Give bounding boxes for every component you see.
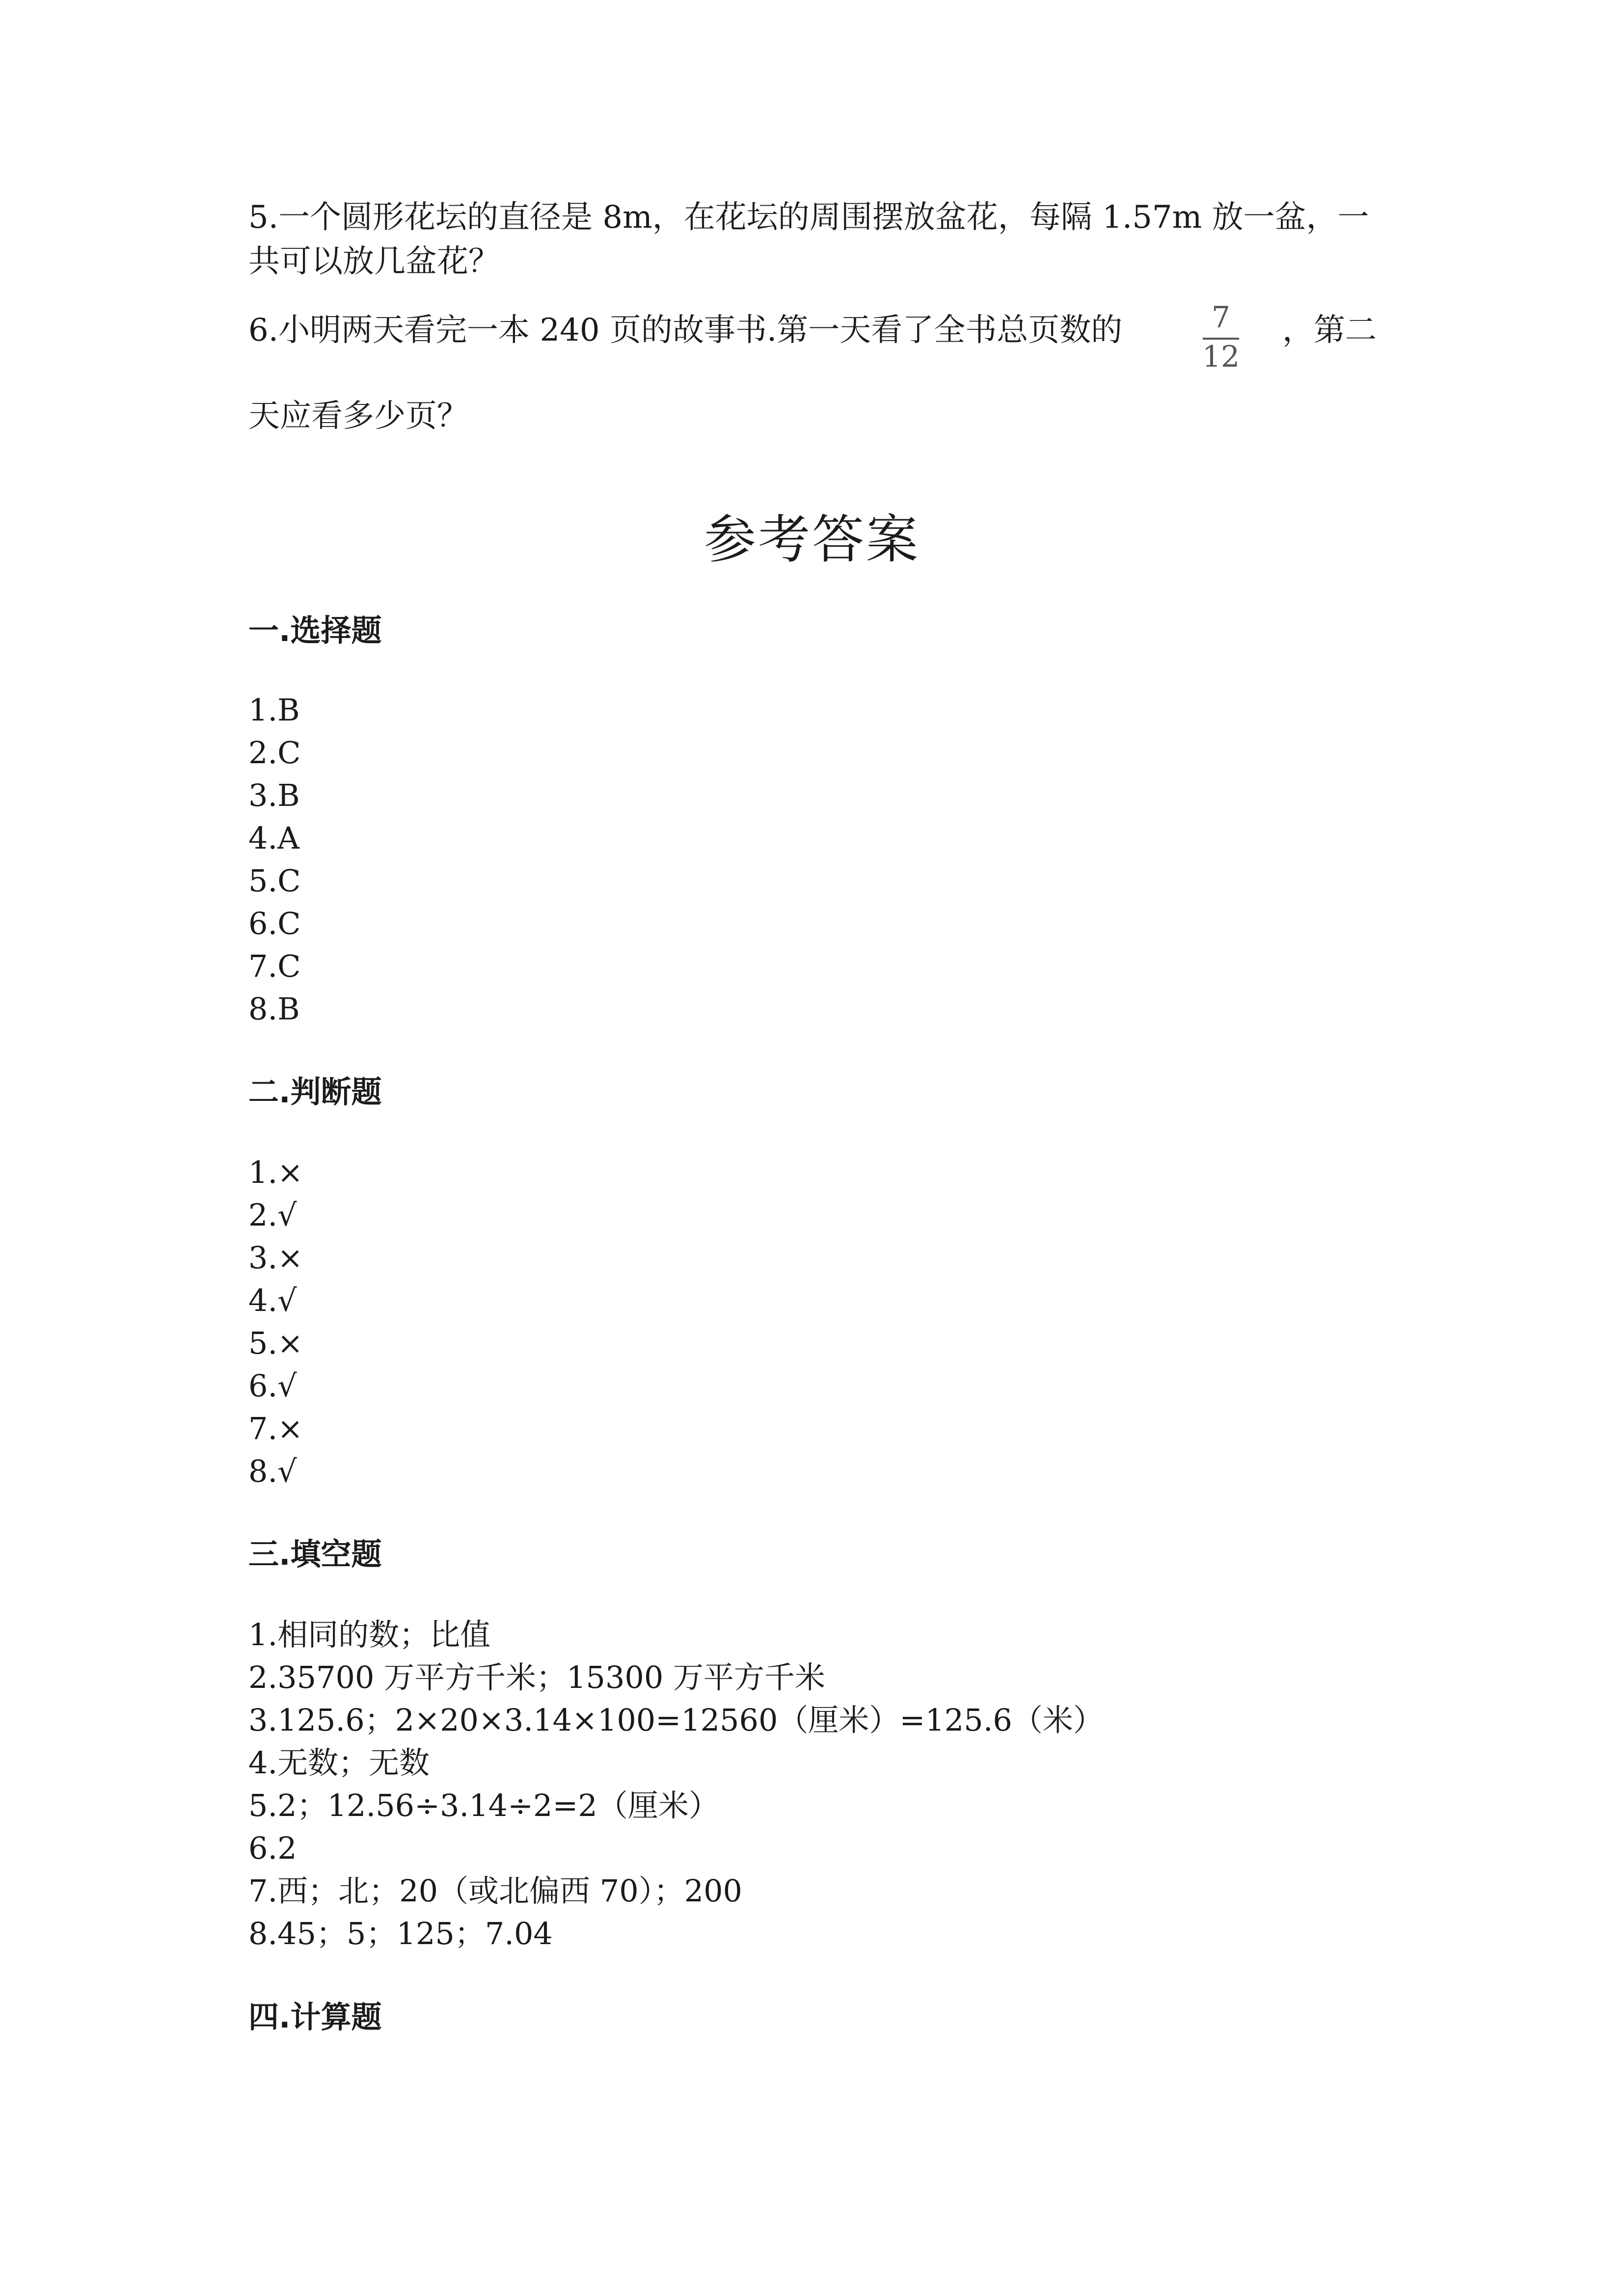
fill-answer-3: 3.125.6；2×20×3.14×100=12560（厘米）=125.6（米） (248, 1702, 1104, 1738)
question-5-line-1: 5.一个圆形花坛的直径是 8m，在花坛的周围摆放盆花，每隔 1.57m 放一盆，一 (248, 199, 1369, 236)
fill-answer-7: 7.西；北；20（或北偏西 70）；200 (248, 1873, 742, 1909)
fill-answer-6: 6.2 (248, 1830, 297, 1866)
choice-answer-8: 8.B (248, 991, 300, 1027)
judgment-answer-6: 6.√ (248, 1368, 297, 1404)
fraction-denominator: 12 (1202, 340, 1240, 374)
section-heading-calculation: 四.计算题 (248, 1999, 382, 2035)
fill-answer-8: 8.45；5；125；7.04 (248, 1916, 553, 1951)
section-heading-fill: 三.填空题 (248, 1536, 382, 1572)
judgment-answer-3: 3.× (248, 1240, 303, 1276)
question-6-line-1: 6.小明两天看完一本 240 页的故事书.第一天看了全书总页数的 (248, 312, 1123, 348)
judgment-answer-2: 2.√ (248, 1197, 297, 1233)
question-6-line-1-tail: ，第二 (1282, 312, 1377, 348)
choice-answer-1: 1.B (248, 692, 300, 728)
judgment-answer-4: 4.√ (248, 1282, 297, 1318)
question-6-line-2: 天应看多少页？ (248, 398, 468, 434)
section-heading-judgment: 二.判断题 (248, 1074, 382, 1110)
judgment-answer-8: 8.√ (248, 1453, 297, 1489)
judgment-answer-1: 1.× (248, 1154, 303, 1190)
choice-answer-3: 3.B (248, 777, 300, 813)
choice-answer-4: 4.A (248, 820, 299, 856)
fill-answer-4: 4.无数；无数 (248, 1745, 430, 1781)
question-5-line-2: 共可以放几盆花？ (248, 243, 500, 280)
fraction-seven-twelfths (1199, 300, 1243, 374)
choice-answer-7: 7.C (248, 948, 301, 984)
fill-answer-2: 2.35700 万平方千米；15300 万平方千米 (248, 1659, 826, 1695)
choice-answer-2: 2.C (248, 735, 301, 771)
fill-answer-5: 5.2；12.56÷3.14÷2=2（厘米） (248, 1788, 719, 1823)
choice-answer-5: 5.C (248, 863, 301, 899)
section-heading-choice: 一.选择题 (248, 613, 382, 648)
judgment-answer-7: 7.× (248, 1411, 303, 1446)
fill-answer-1: 1.相同的数；比值 (248, 1617, 491, 1653)
page-title: 参考答案 (704, 509, 920, 570)
judgment-answer-5: 5.× (248, 1325, 303, 1361)
fraction-numerator: 7 (1211, 300, 1231, 335)
choice-answer-6: 6.C (248, 906, 301, 941)
